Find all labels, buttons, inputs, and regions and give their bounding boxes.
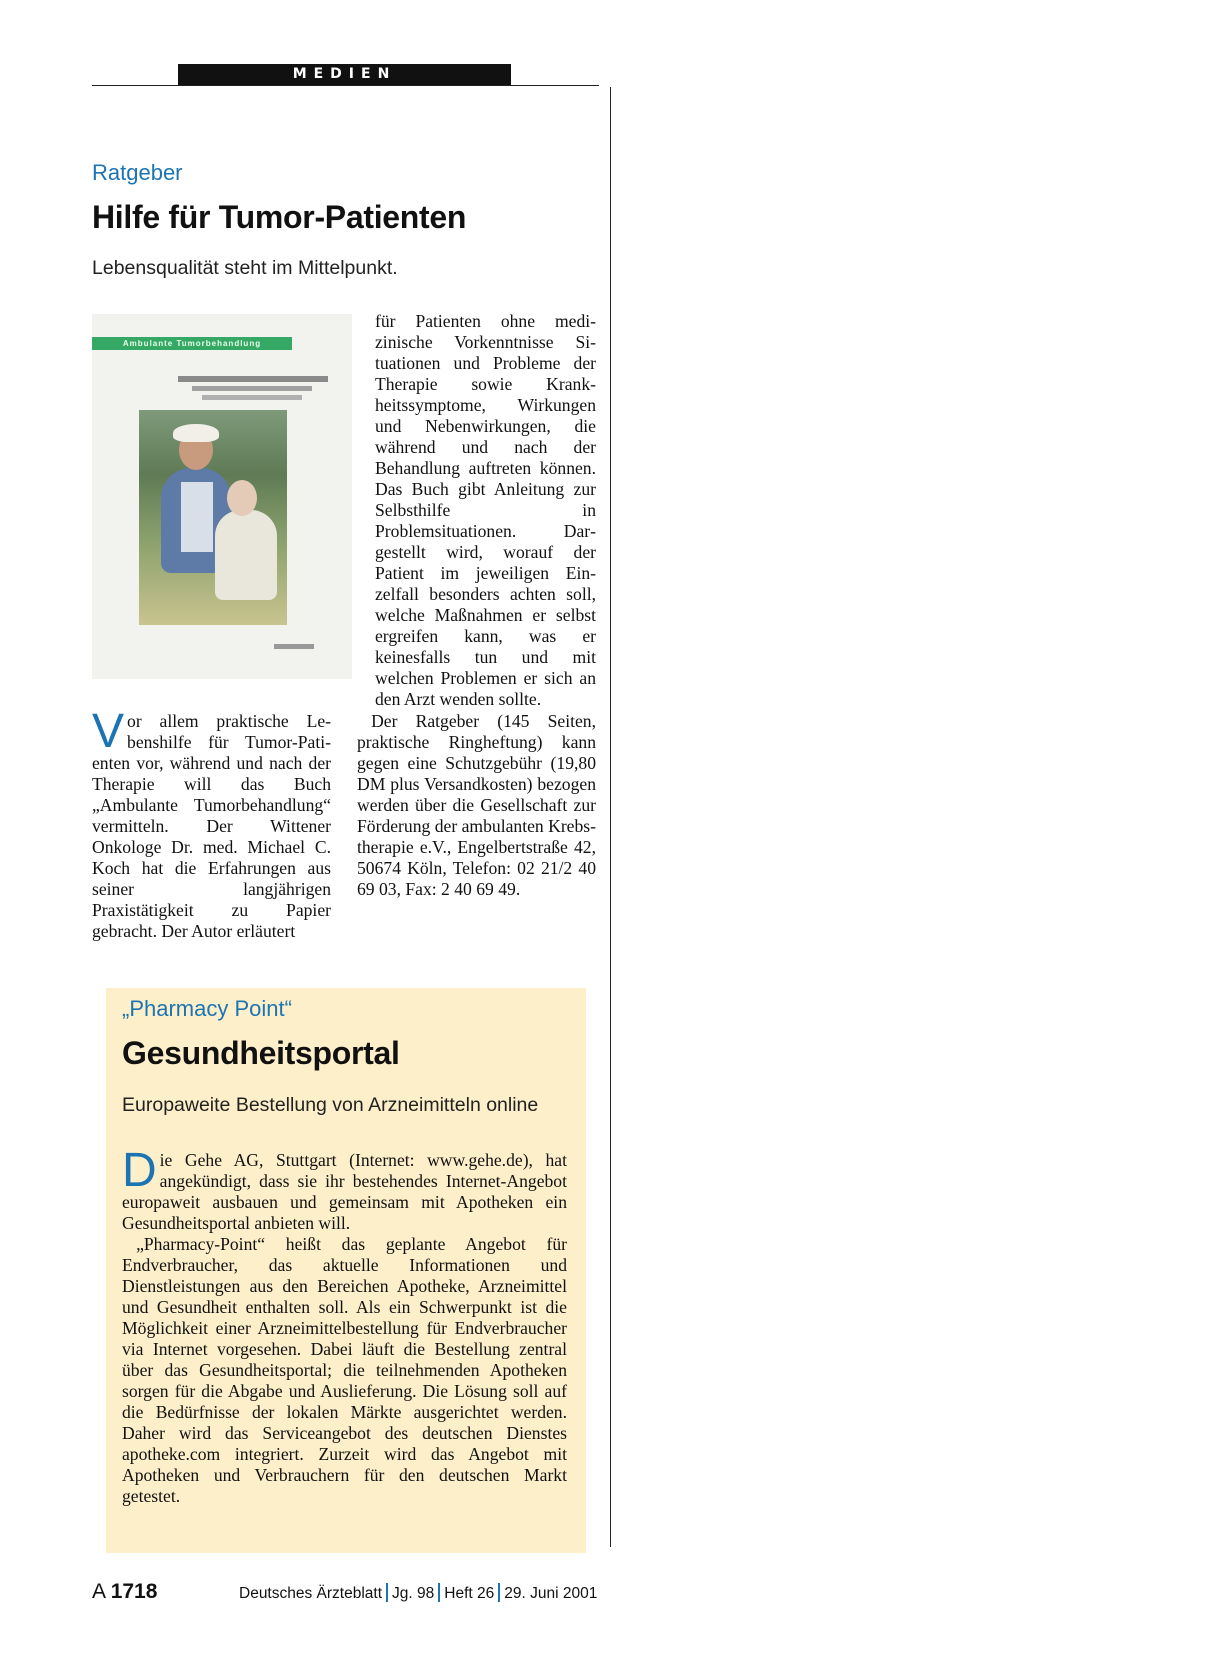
volume: Jg. 98 <box>392 1585 435 1602</box>
column-rule <box>610 87 611 1547</box>
article1-column-1 <box>92 705 331 942</box>
article1-kicker: Ratgeber <box>92 160 183 185</box>
issue-date: 29. Juni 2001 <box>504 1585 598 1602</box>
article1-col2-text: für Patienten ohne medizinische Vorkenntnisse Situationen und Probleme der Therapie sowie Krankheitssymptome, Wirkungen und Nebenwirkungen, die während und nach der Behandlung auftreten können. Das Buch gibt Anleitung zur Selbsthilfe in Problemsituationen. Dargestellt wird, worauf der Patient im jeweiligen Einzelfall besonders achten soll, welche Maßnahmen er selbst ergreifen kann, was er keinesfalls tun und mit welchen Problemen er sich an den Arzt wenden sollte. <box>375 311 596 709</box>
book-cover-author-line <box>274 644 314 649</box>
page-prefix: A <box>92 1580 105 1603</box>
dropcap: D <box>122 1144 157 1197</box>
header-rule <box>92 85 599 86</box>
publication-info <box>239 1583 597 1603</box>
article2-para1: ie Gehe AG, Stuttgart (Internet: www.gehe.de), hat angekündigt, dass sie ihr bestehendes Internet-Angebot europaweit ausbauen und gemeinsam mit Apotheken ein Gesundheitsportal anbieten will. <box>122 1150 567 1233</box>
article2-para2: „Pharmacy-Point“ heißt das geplante Angebot für Endverbraucher, das aktuelle Informationen und Dienstleistungen aus den Bereichen Apotheke, Arzneimittel und Gesundheit enthalten soll. Als ein Schwerpunkt ist die Möglichkeit einer Arzneimittelbestellung für Endverbraucher via Internet vorgesehen. Dabei läuft die Bestellung zentral über das Gesundheitsportal; die teilnehmenden Apotheken sorgen für die Abgabe und Auslieferung. Die Lösung soll auf die Bedürfnisse der lokalen Märkte ausgerichtet werden. Daher wird das Serviceangebot des deutschen Dienstes apotheke.com integriert. Zurzeit wird das Angebot mit Apotheken und Verbrauchern für den deutschen Markt getestet. <box>122 1234 567 1506</box>
page-number <box>92 1580 157 1604</box>
article1-col2-bottom-text: Der Ratgeber (145 Seiten, praktische Ringheftung) kann gegen eine Schutzgebühr (19,80 DM plus Versandkosten) bezogen werden über die Gesellschaft zur Förderung der ambulanten Krebstherapie e.V., Engelbertstraße 42, 50674 Köln, Telefon: 02 21/2 40 69 03, Fax: 2 40 69 49. <box>357 711 596 899</box>
article2-headline: Gesundheitsportal <box>122 1035 400 1071</box>
article1-column-2-top <box>375 311 596 710</box>
separator <box>498 1583 500 1602</box>
article2-body <box>122 1144 567 1507</box>
book-cover-subtitle-line <box>202 395 302 400</box>
article1-column-2-bottom <box>357 711 596 900</box>
dropcap: V <box>92 705 125 758</box>
article2-deck: Europaweite Bestellung von Arzneimitteln online <box>122 1094 539 1116</box>
publication-name: Deutsches Ärzteblatt <box>239 1585 383 1602</box>
book-cover-title: Ambulante Tumorbehandlung <box>92 337 292 350</box>
article1-col1-text: or allem praktische Lebenshilfe für Tumor-Patienten vor, während und nach der Therapie will das Buch „Ambulante Tumorbehandlung“ vermitteln. Der Wittener Onkologe Dr. med. Michael C. Koch hat die Erfahrungen aus seiner langjährigen Praxistätigkeit zu Papier gebracht. Der Autor erläutert <box>92 711 331 941</box>
separator <box>386 1583 388 1602</box>
issue: Heft 26 <box>444 1585 495 1602</box>
article2-kicker: „Pharmacy Point“ <box>122 996 292 1021</box>
article1-deck: Lebensqualität steht im Mittelpunkt. <box>92 257 398 279</box>
book-cover-photo <box>139 410 287 625</box>
page-number-value: 1718 <box>110 1580 158 1603</box>
article1-headline: Hilfe für Tumor-Patienten <box>92 199 467 235</box>
separator <box>438 1583 440 1602</box>
book-cover-image <box>92 314 352 679</box>
book-cover-subtitle-line <box>192 386 312 391</box>
section-label: MEDIEN <box>178 64 511 85</box>
book-cover-subtitle-line <box>178 376 328 382</box>
